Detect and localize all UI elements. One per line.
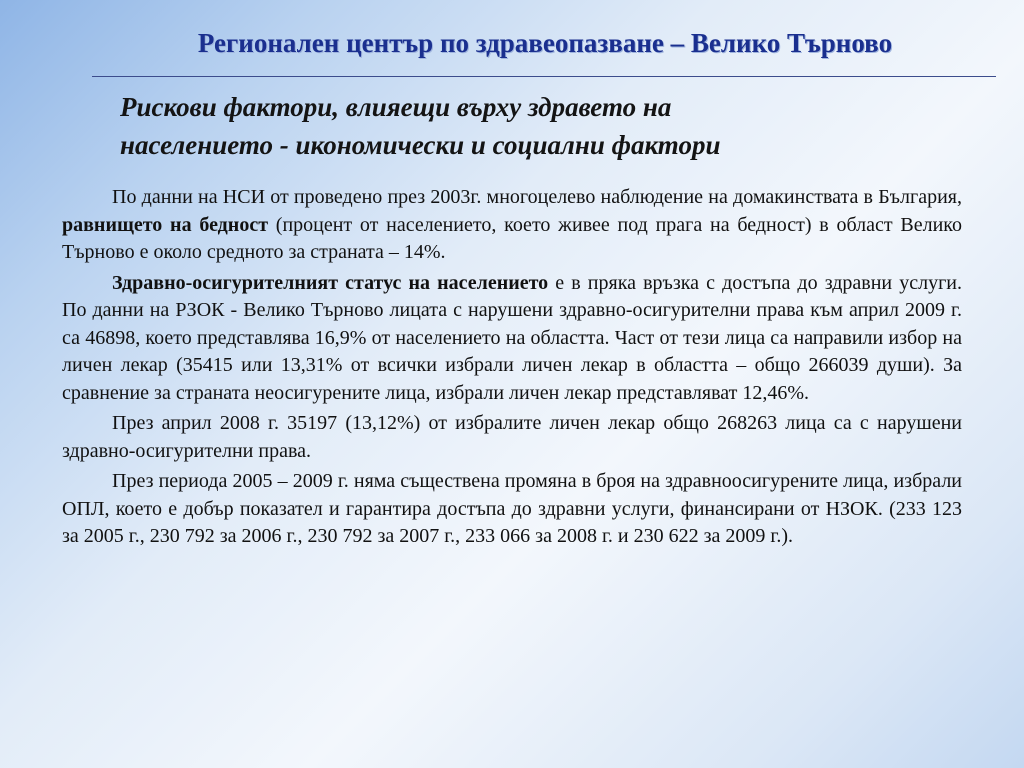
slide-heading-line-1: Рискови фактори, влияещи върху здравето на (120, 92, 672, 122)
slide-heading-line-2: населението - икономически и социални фактори (120, 130, 721, 160)
paragraph-poverty (62, 184, 962, 267)
paragraph-poverty-text-2: (процент от населението, което живее под прага на бедност) в област Велико Търново е около средното за страната – 14%. (62, 213, 962, 263)
paragraph-insurance-status (62, 270, 962, 408)
paragraph-period-2005-2009: През периода 2005 – 2009 г. няма съществена промяна в броя на здравноосигурените лица, избрали ОПЛ, което е добър показател и гарантира достъпа до здравни услуги, финансирани от НЗОК. (233 123 за 2005 г., 230 792 за 2006 г., 230 792 за 2007 г., 233 066 за 2008 г. и 230 622 за 2009 г.). (62, 470, 962, 547)
paragraph-insurance-text: е в пряка връзка с достъпа до здравни услуги. По данни на РЗОК - Велико Търново лицата с нарушени здравно-осигурителни права към април 2009 г. са 46898, което представлява 16,9% от населението на областта. Част от тези лица са направили избор на личен лекар (35415 или 13,31% от всички избрали личен лекар в областта – общо 266039 души). За сравнение за страната неосигурените лица, избрали личен лекар представляват 12,46%. (62, 271, 962, 404)
paragraph-april-2008: През април 2008 г. 35197 (13,12%) от избралите личен лекар общо 268263 лица са с нарушени здравно-осигурителни права. (62, 412, 962, 462)
paragraph-poverty-emphasis: равнището на бедност (62, 213, 269, 236)
body-text (62, 184, 962, 554)
title-divider (92, 76, 996, 77)
slide-heading (120, 88, 980, 164)
paragraph-poverty-text-1: По данни на НСИ от проведено през 2003г. многоцелево наблюдение на домакинствата в България, (112, 186, 962, 208)
organization-title: Регионален център по здравеопазване – Велико Търново (197, 28, 893, 58)
paragraph-insurance-emphasis: Здравно-осигурителният статус на населението (112, 271, 549, 294)
